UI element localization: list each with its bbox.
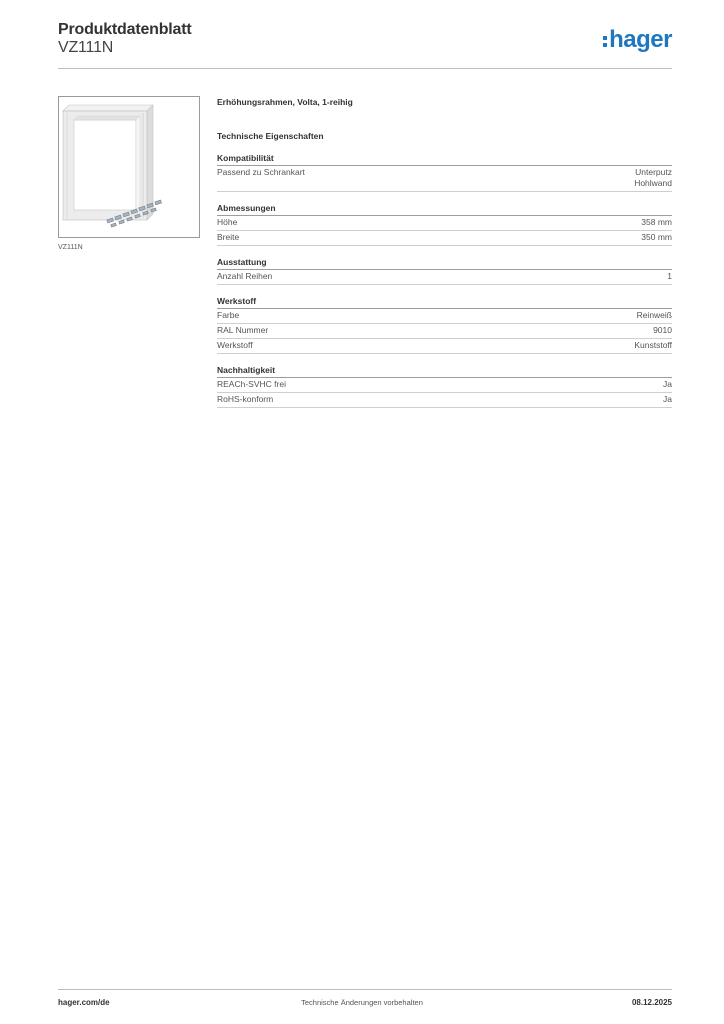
product-image	[58, 96, 200, 238]
spec-row	[217, 231, 672, 246]
spec-value: 1	[667, 271, 672, 281]
section-abmessungen	[217, 202, 672, 246]
section-title: Kompatibilität	[217, 152, 672, 166]
spec-value: Ja	[663, 379, 672, 389]
logo-dots-icon	[603, 36, 607, 47]
footer-divider	[58, 989, 672, 990]
section-ausstattung	[217, 256, 672, 285]
spec-row	[217, 309, 672, 324]
footer-notice: Technische Änderungen vorbehalten	[301, 998, 423, 1007]
page-title: Produktdatenblatt	[58, 21, 192, 38]
spec-value	[634, 167, 672, 189]
footer-website: hager.com/de	[58, 998, 110, 1007]
spec-value: 358 mm	[641, 217, 672, 227]
section-nachhaltigkeit	[217, 364, 672, 408]
spec-label: Anzahl Reihen	[217, 271, 273, 281]
spec-row	[217, 393, 672, 408]
product-code: VZ111N	[58, 39, 114, 56]
spec-row	[217, 166, 672, 192]
spec-label: Höhe	[217, 217, 238, 227]
spec-label: Werkstoff	[217, 340, 253, 350]
spec-row	[217, 378, 672, 393]
spec-value-line: Unterputz	[635, 167, 672, 177]
spec-label: REACh-SVHC frei	[217, 379, 286, 389]
section-title: Werkstoff	[217, 295, 672, 309]
spec-heading: Technische Eigenschaften	[217, 131, 324, 141]
spec-content	[217, 96, 672, 408]
section-title: Ausstattung	[217, 256, 672, 270]
hager-logo	[603, 28, 672, 52]
spec-value: Ja	[663, 394, 672, 404]
frame-product-icon	[59, 97, 199, 237]
spec-value: 350 mm	[641, 232, 672, 242]
footer-date: 08.12.2025	[631, 998, 672, 1007]
spec-row	[217, 216, 672, 231]
product-description: Erhöhungsrahmen, Volta, 1-reihig	[217, 97, 353, 107]
section-title: Abmessungen	[217, 202, 672, 216]
spec-label: Passend zu Schrankart	[217, 167, 305, 177]
section-kompatibilitaet	[217, 152, 672, 192]
spec-value: Reinweiß	[636, 310, 672, 320]
spec-row	[217, 324, 672, 339]
spec-label: Breite	[217, 232, 240, 242]
section-werkstoff	[217, 295, 672, 354]
spec-label: Farbe	[217, 310, 240, 320]
spec-label: RAL Nummer	[217, 325, 269, 335]
spec-row	[217, 339, 672, 354]
spec-label: RoHS-konform	[217, 394, 274, 404]
spec-row	[217, 270, 672, 285]
spec-value-line: Hohlwand	[634, 178, 672, 188]
header-divider	[58, 68, 672, 69]
section-title: Nachhaltigkeit	[217, 364, 672, 378]
logo-text: hager	[609, 26, 672, 53]
spec-value: 9010	[653, 325, 672, 335]
image-caption: VZ111N	[58, 244, 83, 251]
spec-value: Kunststoff	[634, 340, 672, 350]
